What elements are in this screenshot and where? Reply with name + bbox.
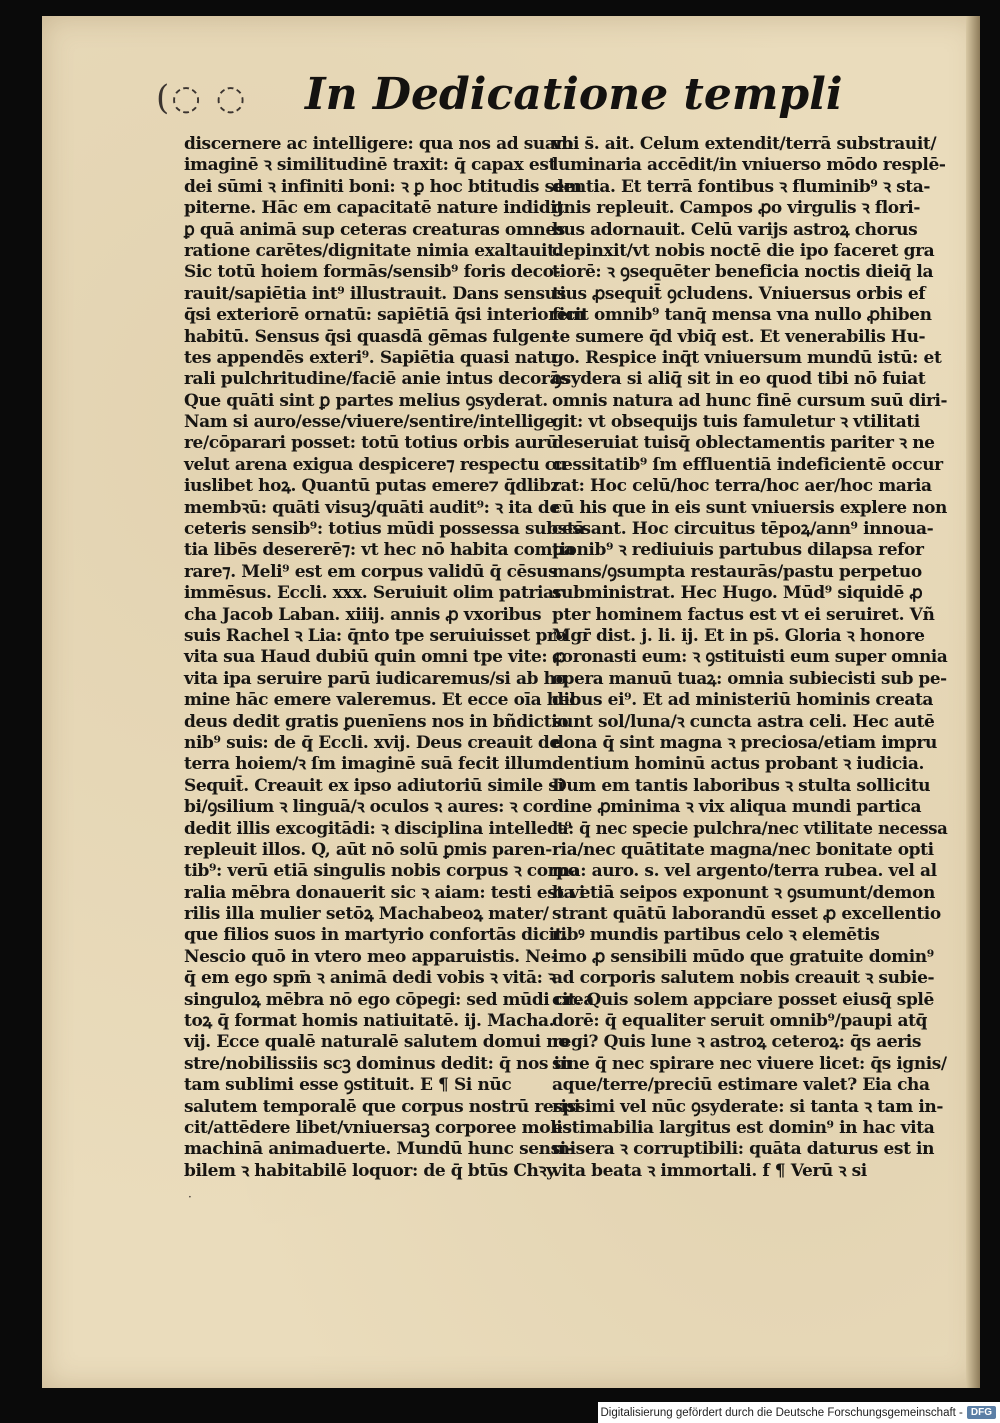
text-line: imaginē ꝛ similitudinē traxit: q̄ capax est bbox=[184, 155, 556, 176]
text-line: coronasti eum: ꝛ ꝯstituisti eum super omnia bbox=[552, 647, 948, 668]
text-line: cit/attēdere libet/vniuersaꝫ corporee molis bbox=[184, 1117, 572, 1138]
text-line: suis Rachel ꝛ Lia: q̄nto tpe seruiuisset pro bbox=[184, 625, 567, 646]
text-line: Sic totū hoiem formās/sensib⁹ foris deco- bbox=[184, 262, 561, 283]
text-line: la: q̄ nec specie pulchra/nec vtilitate necessa bbox=[552, 818, 948, 839]
text-line: bi/ꝯsilium ꝛ linguā/ꝛ oculos ꝛ aures: ꝛ cor bbox=[184, 797, 553, 818]
text-line: q̄ em ego spm̄ ꝛ animā dedi vobis ꝛ vitā: ꝛ bbox=[184, 968, 556, 989]
text-line: strant quātū laborandū esset ꝓ excellentio bbox=[552, 904, 941, 925]
text-line: ficit omnib⁹ tanq̄ mensa vna nullo ꝓhiben bbox=[552, 305, 932, 326]
text-line: vita sua Haud dubiū quin omni tpe vite: ꝓ bbox=[184, 647, 566, 668]
text-line: luminaria accēdit/in vniuerso mōdo resplē- bbox=[552, 155, 946, 176]
text-line: tib⁹: verū etiā singulis nobis corpus ꝛ corpo bbox=[184, 861, 579, 882]
text-line: cū his que in eis sunt vniuersis explere non bbox=[552, 497, 947, 518]
text-line: immēsus. Eccli. xxx. Seruiuit olim patriar bbox=[184, 583, 563, 604]
text-line: rissimi vel nūc ꝯsyderate: si tanta ꝛ tam in- bbox=[552, 1096, 943, 1117]
text-line: dedit illis excogitādi: ꝛ disciplina intellect⁹ bbox=[184, 818, 572, 839]
ink-speck: · bbox=[188, 1190, 192, 1204]
text-line: ceteris sensib⁹: totius mūdi possessa substā bbox=[184, 519, 585, 540]
text-line: mine hāc emere valeremus. Et ecce oīa hec bbox=[184, 690, 580, 711]
text-line: opera manuū tuaꝝ: omnia subiecisti sub pe- bbox=[552, 668, 947, 689]
text-line: ribꝰ mundis partibus celo ꝛ elemētis bbox=[552, 925, 880, 946]
text-line: terra hoiem/ꝛ ſm imaginē suā fecit illum. bbox=[184, 754, 558, 775]
text-line: bilem ꝛ habitabilē loquor: de q̄ btūs Chꝛy. bbox=[184, 1160, 560, 1181]
text-line: velut arena exigua despicere⁊ respectu cu bbox=[184, 454, 567, 475]
digitization-footer bbox=[598, 1402, 1000, 1423]
text-line: ba etiā seipos exponunt ꝛ ꝯsumunt/demon bbox=[552, 882, 935, 903]
footer-credit-text: Digitalisierung gefördert durch die Deutsche Forschungsgemeinschaft - bbox=[600, 1406, 963, 1419]
text-line: repleuit illos. Q, aūt nō solū ꝑmis paren- bbox=[184, 839, 552, 860]
text-line: rat: Hoc celū/hoc terra/hoc aer/hoc maria bbox=[552, 476, 932, 497]
text-line: tionib⁹ ꝛ rediuiuis partubus dilapsa refor bbox=[552, 540, 924, 561]
text-line: ꝑ quā animā sup ceteras creaturas omnes bbox=[184, 219, 565, 240]
text-line: deseruiat tuisq̄ oblectamentis pariter ꝛ ne bbox=[552, 433, 935, 454]
text-line: dibus ei⁹. Et ad ministeriū hominis creata bbox=[552, 690, 934, 711]
text-line: q̄si exteriorē ornatū: sapiētiā q̄si interiorem bbox=[184, 305, 585, 326]
text-line: misera ꝛ corruptibili: quāta daturus est in bbox=[552, 1139, 935, 1160]
text-line: ma: auro. s. vel argento/terra rubea. vel al bbox=[552, 861, 937, 882]
text-line: dei sūmi ꝛ infiniti boni: ꝛ ꝑ hoc btitudis sem bbox=[184, 176, 582, 197]
text-line: te sumere q̄d vbiq̄ est. Et venerabilis Hu- bbox=[552, 326, 926, 347]
text-line: go. Respice inq̄t vniuersum mundū istū: et bbox=[552, 347, 942, 368]
text-line: dentia. Et terrā fontibus ꝛ fluminib⁹ ꝛ sta- bbox=[552, 176, 931, 197]
text-line: membꝛū: quāti visuꝫ/quāti audit⁹: ꝛ ita de bbox=[184, 497, 560, 518]
text-line: Que quāti sint ꝑ partes melius ꝯsyderat. bbox=[184, 390, 548, 411]
text-line: toꝝ q̄ format homis natiuitatē. ij. Macha. bbox=[184, 1011, 555, 1032]
text-line: vita ipa seruire parū iudicaremus/si ab ho bbox=[184, 668, 567, 689]
text-line: estimabilia largitus est domin⁹ in hac vita bbox=[552, 1117, 935, 1138]
text-line: tius ꝓsequit̄ ꝯcludens. Vniuersus orbis ef bbox=[552, 283, 926, 304]
text-line: vita beata ꝛ immortali. f ¶ Verū ꝛ si bbox=[552, 1160, 867, 1181]
text-line: sine q̄ nec spirare nec viuere licet: q̄s ignis/ bbox=[552, 1053, 947, 1074]
text-line: re/cōparari posset: totū totius orbis aurū bbox=[184, 433, 558, 454]
text-line: Nescio quō in vtero meo apparuistis. Ne- bbox=[184, 946, 558, 967]
text-line: machinā animaduerte. Mundū hunc sensi- bbox=[184, 1139, 573, 1160]
text-line: dine ꝓminima ꝛ vix aliqua mundi partica bbox=[552, 797, 922, 818]
text-line: salutem temporalē que corpus nostrū respi bbox=[184, 1096, 581, 1117]
text-line: cessant. Hoc circuitus tēpoꝝ/ann⁹ innoua- bbox=[552, 519, 934, 540]
text-line: piterne. Hāc em capacitatē nature indidit bbox=[184, 198, 564, 219]
text-line: tia libēs desererē⁊: vt hec nō habita compa bbox=[184, 540, 575, 561]
text-line: iuslibet hoꝝ. Quantū putas emere⁊ q̄dlibz bbox=[184, 476, 560, 497]
text-line: que filios suos in martyrio confortās dicit. bbox=[184, 925, 568, 946]
text-line: Sequit̄. Creauit ex ipso adiutoriū simile si bbox=[184, 775, 564, 796]
text-line: gnis repleuit. Campos ꝓo virgulis ꝛ flori- bbox=[552, 198, 921, 219]
text-line: depinxit/vt nobis noctē die ipo faceret gra bbox=[552, 240, 935, 261]
text-column-left bbox=[184, 134, 604, 1182]
text-line: mans/ꝯsumpta restaurās/pastu perpetuo bbox=[552, 561, 922, 582]
text-line: ralia mēbra donauerit sic ꝛ aiam: testi est vi bbox=[184, 882, 585, 903]
dfg-logo-icon: DFG bbox=[967, 1406, 996, 1419]
text-line: pter hominem factus est vt ei seruiret. Vñ bbox=[552, 604, 935, 625]
text-line: aque/terre/preciū estimare valet? Eia cha bbox=[552, 1075, 930, 1096]
text-line: habitū. Sensus q̄si quasdā gēmas fulgen- bbox=[184, 326, 558, 347]
text-line: cit. Quis solem appciare posset eiusq̄ splē bbox=[552, 989, 934, 1010]
text-line: vbi s̄. ait. Celum extendit/terrā substrauit/ bbox=[552, 134, 937, 154]
text-line: singuloꝝ mēbra nō ego cōpegi: sed mūdi crea bbox=[184, 989, 594, 1010]
text-line: imo ꝓ sensibili mūdo que gratuite domin⁹ bbox=[552, 946, 934, 967]
text-line: ratione carētes/dignitate nimia exaltauit. bbox=[184, 240, 561, 261]
text-line: rilis illa mulier setōꝝ Machabeoꝝ mater/ bbox=[184, 904, 549, 925]
text-line: Nam si auro/esse/viuere/sentire/intellige bbox=[184, 412, 555, 433]
text-line: omnis natura ad hunc finē cursum suū diri- bbox=[552, 390, 948, 411]
text-line: git: vt obsequijs tuis famuletur ꝛ vtilitati bbox=[552, 412, 920, 433]
text-line: vij. Ecce qualē naturalē salutem domui no bbox=[184, 1032, 570, 1053]
text-line: bus adornauit. Celū varijs astroꝝ chorus bbox=[552, 219, 918, 240]
text-line: rare⁊. Meli⁹ est em corpus validū q̄ cēsus bbox=[184, 561, 558, 582]
text-line: Dum em tantis laboribus ꝛ stulta sollicitu bbox=[552, 775, 931, 796]
text-line: cessitatib⁹ ſm effluentiā indeficientē occur bbox=[552, 454, 943, 475]
text-line: rauit/sapiētia int⁹ illustrauit. Dans sensus bbox=[184, 283, 566, 304]
header-ornament-mark: (◌ ◌ bbox=[156, 78, 248, 118]
text-line: ad corporis salutem nobis creauit ꝛ subie- bbox=[552, 968, 935, 989]
text-line: regi? Quis lune ꝛ astroꝝ ceteroꝝ: q̄s aeris bbox=[552, 1032, 922, 1053]
text-line: dona q̄ sint magna ꝛ preciosa/etiam impru bbox=[552, 732, 937, 753]
text-line: dorē: q̄ equaliter seruit omnib⁹/paupi atq̄ bbox=[552, 1011, 928, 1032]
text-line: rali pulchritudine/faciē anie intus decorās bbox=[184, 369, 570, 390]
text-line: nib⁹ suis: de q̄ Eccli. xvij. Deus creauit de bbox=[184, 732, 560, 753]
text-line: ria/nec quātitate magna/nec bonitate opti bbox=[552, 839, 934, 860]
text-line: sunt sol/luna/ꝛ cuncta astra celi. Hec autē bbox=[552, 711, 935, 732]
text-line: cha Jacob Laban. xiiij. annis ꝓ vxoribus bbox=[184, 604, 542, 625]
text-line: tes appendēs exteri⁹. Sapiētia quasi natu bbox=[184, 347, 557, 368]
text-line: Mgr̄ dist. j. li. ij. Et in ps̄. Gloria ꝛ honore bbox=[552, 625, 925, 646]
running-head-title: In Dedicatione templi bbox=[305, 69, 843, 120]
text-line: discernere ac intelligere: qua nos ad suam bbox=[184, 134, 574, 154]
text-line: deus dedit gratis ꝑuenīens nos in bñdictio bbox=[184, 711, 569, 732]
text-column-right bbox=[552, 134, 952, 1182]
text-line: tiorē: ꝛ ꝯsequēter beneficia noctis dieiq̄ la bbox=[552, 262, 934, 283]
page-spine-edge bbox=[966, 16, 980, 1388]
text-line: tam sublimi esse ꝯstituit. E ¶ Si nūc bbox=[184, 1075, 512, 1096]
text-line: dentium hominū actus probant ꝛ iudicia. bbox=[552, 754, 924, 775]
text-line: stre/nobilissiis scꝫ dominus dedit: q̄ nos in bbox=[184, 1053, 572, 1074]
text-line: subministrat. Hec Hugo. Mūd⁹ siquidē ꝓ bbox=[552, 583, 923, 604]
text-line: ꝯsydera si aliq̄ sit in eo quod tibi nō fuiat bbox=[552, 369, 926, 390]
